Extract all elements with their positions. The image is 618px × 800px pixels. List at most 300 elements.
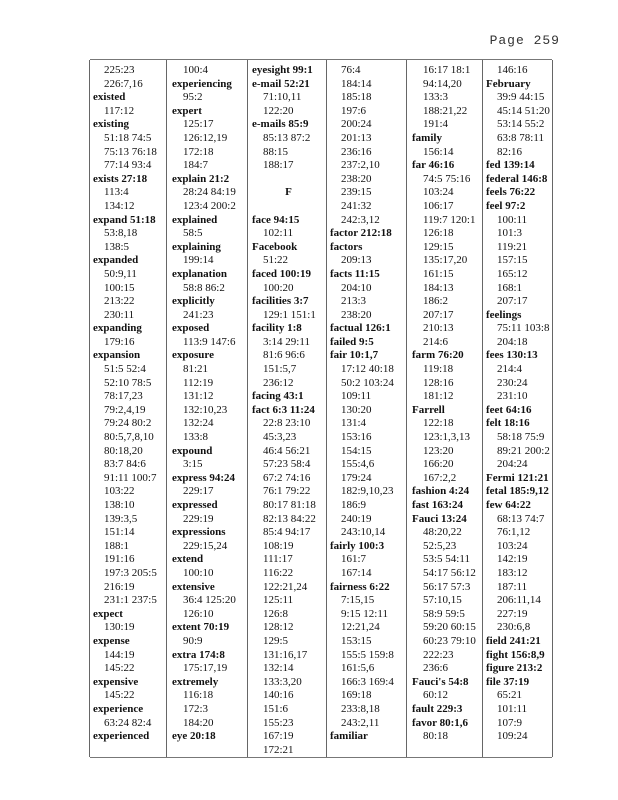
page-reference: 63:24 82:4 [104,716,152,729]
page-reference: 151:14 [104,526,135,539]
page-reference: 50:2 103:24 [341,376,394,389]
page-reference: 58:18 75:9 [497,431,545,444]
page-reference: 236:12 [263,376,294,389]
page-reference: 54:17 56:12 [423,566,476,579]
column-rule [552,60,553,757]
page-reference: 144:19 [104,648,135,661]
page-reference: 116:18 [183,689,214,702]
page-reference: 142:19 [497,553,528,566]
page-reference: 109:11 [341,390,372,403]
page-reference: 130:20 [341,403,372,416]
page-reference: 36:4 125:20 [183,594,236,607]
page-reference: 231:1 237:5 [104,594,157,607]
index-headword: explaining [172,240,221,253]
page-reference: 122:21,24 [263,580,308,593]
page-reference: 161:15 [423,267,454,280]
page-reference: 80:18 [423,730,449,743]
index-headword: experience [93,702,144,715]
page-reference: 108:19 [263,539,294,552]
index-headword: expensive [93,675,139,688]
page-reference: 101:11 [497,702,528,715]
page-reference: 238:20 [341,308,372,321]
index-headword: explicitly [172,295,215,308]
page-reference: 216:19 [104,580,135,593]
page-reference: 107:9 [497,716,523,729]
index-headword: existed [93,91,126,104]
page-reference: 154:15 [341,444,372,457]
column-rule [247,60,248,757]
page-reference: 175:17,19 [183,662,228,675]
index-headword: feelings [486,308,522,321]
index-headword: existing [93,118,130,131]
page-reference: 134:12 [104,199,135,212]
page-reference: 100:11 [497,213,528,226]
index-headword: familiar [330,730,368,743]
index-headword: failed 9:5 [330,335,374,348]
page-reference: 7:15,15 [341,594,375,607]
index-headword: eye 20:18 [172,730,216,743]
page-reference: 75:11 103:8 [497,322,550,335]
page-reference: 52:5,23 [423,539,457,552]
spacer [252,173,325,187]
index-headword: fact 6:3 11:24 [252,403,315,416]
page-reference: 207:17 [497,295,528,308]
page-reference: 82:13 84:22 [263,512,316,525]
page-reference: 57:23 58:4 [263,458,311,471]
page-reference: 172:21 [263,743,294,756]
page-reference: 183:12 [497,566,528,579]
page-reference: 145:22 [104,662,135,675]
index-headword: fed 139:14 [486,159,535,172]
page-reference: 225:23 [104,64,135,76]
page-reference: 79:24 80:2 [104,417,152,430]
page-reference: 117:12 [104,104,135,117]
page-reference: 112:19 [183,376,214,389]
index-headword: extremely [172,675,219,688]
page-reference: 53:8,18 [104,227,138,240]
page-reference: 186:9 [341,499,367,511]
page-reference: 199:14 [183,254,214,267]
page-reference: 22:8 23:10 [263,417,311,430]
page-reference: 155:4,6 [341,458,375,471]
page-reference: 133:3,20 [263,675,302,688]
index-column-3 [252,64,325,757]
index-headword: farm 76:20 [412,349,464,362]
page-reference: 200:24 [341,118,372,131]
page-reference: 113:4 [104,186,129,199]
page-reference: 103:22 [104,485,135,498]
page-reference: 116:22 [263,566,294,579]
page-reference: 109:24 [497,730,528,743]
page-reference: 9:15 12:11 [341,607,388,620]
index-headword: faced 100:19 [252,267,311,280]
index-headword: federal 146:8 [486,172,548,185]
page-reference: 204:10 [341,281,372,294]
page-reference: 156:14 [423,145,454,158]
page-reference: 155:5 159:8 [341,648,394,661]
page-reference: 241:23 [183,308,214,321]
page-reference: 230:11 [104,308,135,321]
page-reference: 58:5 [183,227,203,240]
page-reference: 231:10 [497,390,528,403]
index-headword: explanation [172,267,228,280]
index-headword: facility 1:8 [252,322,302,335]
page-reference: 51:5 52:4 [104,363,146,376]
page-reference: 240:19 [341,512,372,525]
page-reference: 153:16 [341,431,372,444]
page-reference: 88:15 [263,145,289,158]
page-reference: 17:12 40:18 [341,363,394,376]
page-reference: 241:32 [341,199,372,212]
index-headword: far 46:16 [412,159,455,172]
index-headword: expressed [172,499,218,511]
page-reference: 213:22 [104,295,135,308]
index-headword: feel 97:2 [486,199,526,212]
page-reference: 46:4 56:21 [263,444,311,457]
page-reference: 191:4 [423,118,449,131]
page-reference: 236:16 [341,145,372,158]
page-reference: 132:10,23 [183,403,228,416]
index-headword: extra 174:8 [172,648,225,661]
page-reference: 132:14 [263,662,294,675]
page-reference: 75:13 76:18 [104,145,157,158]
index-headword: expressions [172,526,226,539]
index-table [90,59,552,758]
index-headword: family [412,131,442,144]
page-reference: 113:9 147:6 [183,335,236,348]
index-headword: fees 130:13 [486,349,538,362]
index-headword: fairness 6:22 [330,580,390,593]
page-reference: 80:17 81:18 [263,499,316,511]
index-headword: fetal 185:9,12 [486,485,549,498]
page-reference: 122:20 [263,104,294,117]
index-headword: facts 11:15 [330,267,380,280]
index-headword: Fauci's 54:8 [412,675,469,688]
page-reference: 201:13 [341,131,372,144]
index-headword: feels 76:22 [486,186,536,199]
page-reference: 169:18 [341,689,372,702]
index-column-2 [172,64,246,744]
page-reference: 213:3 [341,295,367,308]
page-reference: 85:13 87:2 [263,131,311,144]
page-reference: 51:22 [263,254,289,267]
index-headword: expansion [93,349,141,362]
page-reference: 145:22 [104,689,135,702]
page-reference: 119:21 [497,240,528,253]
index-headword: factors [330,240,363,253]
index-headword: file 37:19 [486,675,530,688]
page-reference: 187:11 [497,580,528,593]
page-reference: 133:8 [183,431,209,444]
page-reference: 139:3,5 [104,512,138,525]
index-headword: expect [93,607,123,620]
page-reference: 184:14 [341,77,372,90]
index-headword: expanded [93,254,139,267]
index-headword: expanding [93,322,142,335]
page-reference: 122:18 [423,417,454,430]
index-headword: fairly 100:3 [330,539,385,552]
page-reference: 16:17 18:1 [423,64,471,76]
page-reference: 50:9,11 [104,267,137,280]
page-reference: 204:18 [497,335,528,348]
page-reference: 172:3 [183,702,209,715]
index-headword: favor 80:1,6 [412,716,469,729]
page-reference: 138:5 [104,240,130,253]
page-reference: 76:1,12 [497,526,531,539]
index-headword: experienced [93,730,150,743]
page-reference: 131:16,17 [263,648,308,661]
page-reference: 81:21 [183,363,209,376]
page-reference: 131:12 [183,390,214,403]
index-headword: exposed [172,322,210,335]
page-reference: 167:19 [263,730,294,743]
page-reference: 106:17 [423,199,454,212]
page-number: Page 259 [489,33,560,48]
page-reference: 90:9 [183,634,203,647]
page-reference: 60:23 79:10 [423,634,476,647]
page-reference: 233:8,18 [341,702,380,715]
page-reference: 236:6 [423,662,449,675]
index-column-1 [93,64,165,744]
spacer [252,200,325,214]
page-reference: 188:17 [263,159,294,172]
page-reference: 12:21,24 [341,621,380,634]
page-reference: 204:24 [497,458,528,471]
page-reference: 191:16 [104,553,135,566]
page-reference: 83:7 84:6 [104,458,146,471]
page-reference: 129:15 [423,240,454,253]
page-reference: 243:2,11 [341,716,380,729]
index-headword: Fermi 121:21 [486,471,549,484]
column-rule [166,60,167,757]
page-reference: 67:2 74:16 [263,471,311,484]
index-headword: factor 212:18 [330,227,392,240]
page-reference: 179:16 [104,335,135,348]
column-rule [326,60,327,757]
index-headword: February [486,77,531,90]
page-reference: 100:10 [183,566,214,579]
page-reference: 45:3,23 [263,431,297,444]
page-reference: 209:13 [341,254,372,267]
page-reference: 57:10,15 [423,594,462,607]
page-reference: 210:13 [423,322,454,335]
index-headword: fair 10:1,7 [330,349,379,362]
page-reference: 206:11,14 [497,594,541,607]
page-reference: 153:15 [341,634,372,647]
page-reference: 74:5 75:16 [423,172,471,185]
page-reference: 184:7 [183,159,209,172]
page-reference: 81:6 96:6 [263,349,305,362]
page-reference: 132:24 [183,417,214,430]
index-headword: expand 51:18 [93,213,156,226]
page-reference: 140:16 [263,689,294,702]
column-rule [482,60,483,757]
page-reference: 184:13 [423,281,454,294]
page-reference: 68:13 74:7 [497,512,545,525]
page-reference: 135:17,20 [423,254,468,267]
index-headword: factual 126:1 [330,322,391,335]
page-reference: 126:10 [183,607,214,620]
page-reference: 80:18,20 [104,444,143,457]
page-reference: 63:8 78:11 [497,131,544,144]
page-reference: 101:3 [497,227,523,240]
page-reference: 186:2 [423,295,449,308]
index-headword: explained [172,213,218,226]
page-reference: 56:17 57:3 [423,580,471,593]
page-reference: 52:10 78:5 [104,376,152,389]
page-reference: 129:5 [263,634,289,647]
page-reference: 89:21 200:2 [497,444,550,457]
page-reference: 167:14 [341,566,372,579]
page-reference: 229:17 [183,485,214,498]
page-reference: 184:20 [183,716,214,729]
page-reference: 214:6 [423,335,449,348]
page-reference: 80:5,7,8,10 [104,431,154,444]
index-headword: exposure [172,349,214,362]
page-reference: 91:11 100:7 [104,471,157,484]
page-reference: 165:12 [497,267,528,280]
page-reference: 146:16 [497,64,528,76]
page-reference: 123:20 [423,444,454,457]
page-reference: 166:3 169:4 [341,675,394,688]
page-reference: 237:2,10 [341,159,380,172]
page-reference: 76:1 79:22 [263,485,311,498]
page-reference: 157:15 [497,254,528,267]
page-reference: 102:11 [263,227,294,240]
page-reference: 179:24 [341,471,372,484]
index-headword: Fauci 13:24 [412,512,467,525]
page-reference: 243:10,14 [341,526,386,539]
page-reference: 128:12 [263,621,294,634]
page-reference: 151:6 [263,702,289,715]
page-reference: 3:15 [183,458,203,471]
column-rule [89,60,90,757]
page-reference: 172:18 [183,145,214,158]
page-reference: 79:2,4,19 [104,403,146,416]
page-reference: 125:17 [183,118,214,131]
page-reference: 58:8 86:2 [183,281,225,294]
index-headword: extensive [172,580,215,593]
page-reference: 100:4 [183,64,209,76]
index-headword: expense [93,634,130,647]
page-reference: 3:14 29:11 [263,335,310,348]
page-reference: 65:21 [497,689,523,702]
page-reference: 161:7 [341,553,367,566]
page-reference: 77:14 93:4 [104,159,152,172]
page-reference: 126:18 [423,227,454,240]
page-reference: 229:15,24 [183,539,228,552]
page-reference: 188:21,22 [423,104,468,117]
index-headword: few 64:22 [486,499,531,511]
page-reference: 78:17,23 [104,390,143,403]
index-headword: felt 18:16 [486,417,530,430]
page-reference: 125:11 [263,594,294,607]
index-headword: Farrell [412,403,445,416]
page-reference: 185:18 [341,91,372,104]
page-reference: 119:7 120:1 [423,213,476,226]
page-reference: 126:12,19 [183,131,228,144]
page-reference: 76:4 [341,64,361,76]
page-reference: 230:6,8 [497,621,531,634]
index-headword: expound [172,444,213,457]
index-headword: extent 70:19 [172,621,230,634]
page-reference: 168:1 [497,281,523,294]
page-reference: 238:20 [341,172,372,185]
index-headword: field 241:21 [486,634,541,647]
page-reference: 130:19 [104,621,135,634]
index-headword: e-mails 85:9 [252,118,309,131]
page-reference: 242:3,12 [341,213,380,226]
index-headword: explain 21:2 [172,172,230,185]
page-reference: 239:15 [341,186,372,199]
page-reference: 53:5 54:11 [423,553,470,566]
page-reference: 181:12 [423,390,454,403]
index-headword: Facebook [252,240,298,253]
index-headword: eyesight 99:1 [252,64,313,76]
index-headword: figure 213:2 [486,662,543,675]
page-reference: 197:3 205:5 [104,566,157,579]
index-column-6 [486,64,552,744]
page-reference: 129:1 151:1 [263,308,316,321]
page-reference: 100:15 [104,281,135,294]
page-reference: 100:20 [263,281,294,294]
index-headword: express 94:24 [172,471,236,484]
page-reference: 48:20,22 [423,526,462,539]
page-reference: 51:18 74:5 [104,131,152,144]
page-reference: 119:18 [423,363,454,376]
index-headword: facilities 3:7 [252,295,309,308]
page-reference: 103:24 [497,539,528,552]
index-headword: fault 229:3 [412,702,463,715]
index-headword: facing 43:1 [252,390,304,403]
page-reference: 39:9 44:15 [497,91,545,104]
page-reference: 222:23 [423,648,454,661]
page-reference: 85:4 94:17 [263,526,311,539]
page-reference: 126:8 [263,607,289,620]
page-reference: 207:17 [423,308,454,321]
page-reference: 133:3 [423,91,449,104]
index-headword: fashion 4:24 [412,485,470,498]
page-reference: 161:5,6 [341,662,375,675]
page-reference: 167:2,2 [423,471,457,484]
page-reference: 111:17 [263,553,293,566]
page-reference: 103:24 [423,186,454,199]
page-reference: 226:7,16 [104,77,143,90]
page-reference: 155:23 [263,716,294,729]
page-reference: 45:14 51:20 [497,104,550,117]
section-letter: F [285,186,292,199]
page-reference: 214:4 [497,363,523,376]
column-rule [406,60,407,757]
page-reference: 59:20 60:15 [423,621,476,634]
index-headword: fight 156:8,9 [486,648,545,661]
page-reference: 58:9 59:5 [423,607,465,620]
index-headword: extend [172,553,204,566]
index-headword: feet 64:16 [486,403,532,416]
page-reference: 197:6 [341,104,367,117]
index-headword: e-mail 52:21 [252,77,310,90]
page-reference: 28:24 84:19 [183,186,236,199]
page-reference: 123:4 200:2 [183,199,236,212]
page-reference: 82:16 [497,145,523,158]
page-reference: 123:1,3,13 [423,431,471,444]
page-reference: 182:9,10,23 [341,485,394,498]
page-reference: 128:16 [423,376,454,389]
page-reference: 53:14 55:2 [497,118,545,131]
page-reference: 95:2 [183,91,203,104]
page-reference: 188:1 [104,539,130,552]
index-headword: expert [172,104,202,117]
